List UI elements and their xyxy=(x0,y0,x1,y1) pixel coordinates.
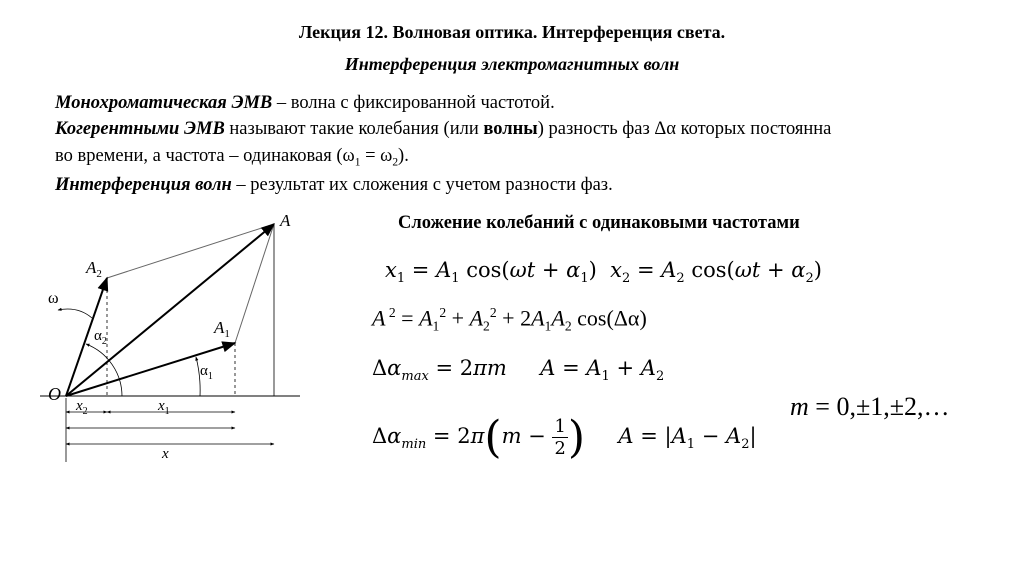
vector-diagram xyxy=(30,200,330,465)
definition-text: называют такие колебания (или xyxy=(224,119,484,139)
label-x2: $x_2$ xyxy=(76,398,88,417)
formula-min: $\Delta\alpha_{min} = 2\pi(m$ − $\frac{1}{2}$ ) $A = |A_1 - A_2|$ xyxy=(372,412,757,463)
formula-oscillations: $x_1 = A_1$ $\cos(\omega t + \alpha_1)$ $x_2 = A_2$ $\cos(\omega t + \alpha_2)$ xyxy=(385,258,822,287)
definition-text: во времени, а частота – одинаковая (ω xyxy=(55,146,355,166)
section-heading: Сложение колебаний с одинаковыми частотами xyxy=(398,213,800,233)
definition-text: = ω xyxy=(360,146,393,166)
vector-A1 xyxy=(66,343,235,396)
label-alpha2: $\alpha_2$ xyxy=(94,328,107,347)
formula-max: $\Delta\alpha_{max} = 2\pi m$ $A = A_1 + A_2$ xyxy=(372,356,665,385)
label-A2: $A_2$ xyxy=(86,258,102,280)
rotation-arrow xyxy=(58,309,92,318)
bold-word: волны xyxy=(483,119,538,139)
label-A: A xyxy=(280,211,291,230)
label-alpha1: $\alpha_1$ xyxy=(200,363,213,382)
label-A1: $A_1$ xyxy=(214,318,230,340)
label-x1: $x_1$ xyxy=(158,398,170,417)
parallelogram-side xyxy=(235,224,274,343)
label-origin: O xyxy=(48,384,61,404)
formula-m-values: m = 0,±1,±2,… xyxy=(790,392,950,421)
definition-text: – волна с фиксированной частотой. xyxy=(272,93,555,113)
definition-text: ) разность фаз Δα которых постоянна xyxy=(537,119,832,139)
definition-coherent-continued: во времени, а частота – одинаковая $(\omega_1 = \omega_2)$. xyxy=(55,146,409,169)
formula-resultant-amplitude: A $^2 = A_1^2 + A_2^2 + 2A_1A_2$ cos(Δα) xyxy=(372,305,647,334)
label-x: x xyxy=(162,446,169,462)
definition-coherent xyxy=(55,116,831,142)
page-subtitle: Интерференция электромагнитных волн xyxy=(344,54,680,74)
page-title: Лекция 12. Волновая оптика. Интерференция света. xyxy=(298,22,726,42)
term: Интерференция волн xyxy=(55,175,232,195)
definition-interference xyxy=(55,172,613,198)
definition-text: – результат их сложения с учетом разности фаз. xyxy=(231,175,613,195)
parallelogram-side xyxy=(107,224,274,278)
vector-A xyxy=(66,224,274,396)
label-omega: ω xyxy=(48,290,59,307)
definition-monochromatic xyxy=(55,90,555,116)
term: Монохроматическая ЭМВ xyxy=(55,93,273,113)
definition-text: ). xyxy=(398,146,409,166)
term: Когерентными ЭМВ xyxy=(55,119,225,139)
